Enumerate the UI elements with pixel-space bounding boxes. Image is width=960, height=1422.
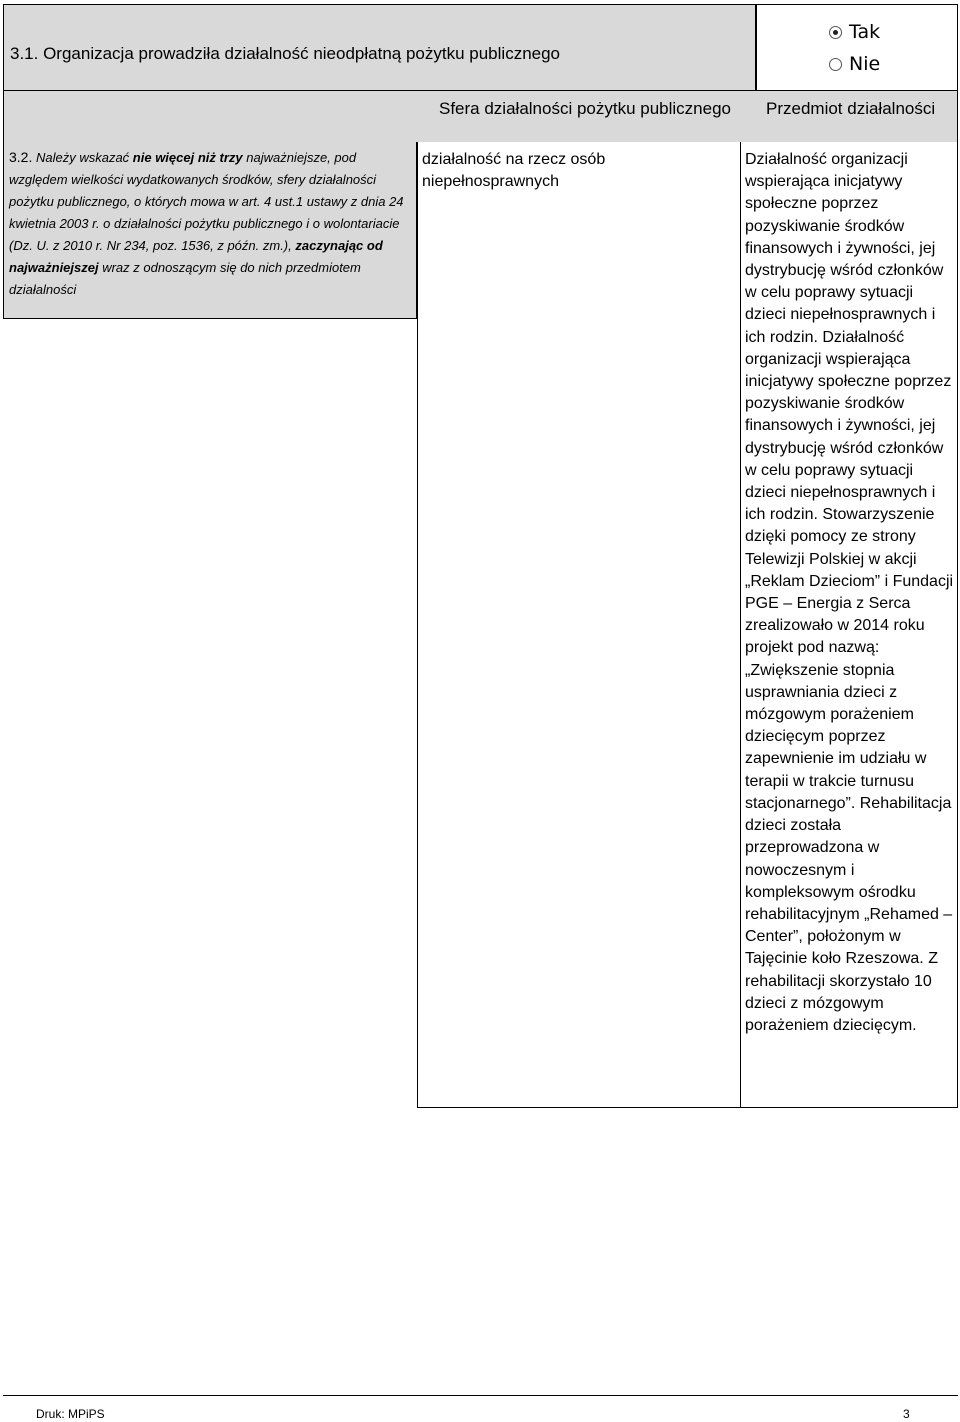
sfera-cell[interactable] <box>417 142 741 1108</box>
q32-bold-2: zaczynając od najważniejszej <box>9 238 383 275</box>
q32-bold-1: nie więcej niż trzy <box>132 150 243 165</box>
q32-number: 3.2. <box>9 149 33 165</box>
radio-option-nie[interactable] <box>829 53 880 75</box>
sfera-value: działalność na rzecz osób niepełnosprawnych <box>422 151 606 190</box>
table-header <box>3 91 958 142</box>
q32-text-3: wraz z odnoszącym się do nich przedmiotem działalności <box>9 260 361 297</box>
footer-print-label: Druk: MPiPS <box>36 1407 105 1421</box>
q32-text-1: Należy wskazać <box>35 150 133 165</box>
q31-label: 3.1. Organizacja prowadziła działalność nieodpłatną pożytku publicznego <box>10 44 561 63</box>
radio-nie-label: Nie <box>849 53 881 75</box>
przedmiot-cell[interactable] <box>741 142 958 1108</box>
footer-divider <box>3 1395 958 1396</box>
q31-radio-group <box>756 4 958 91</box>
radio-option-tak[interactable] <box>829 21 880 43</box>
q32-text-2: najważniejsze, pod względem wielkości wydatkowanych środków, sfery działalności pożytku publicznego, o których mowa w art. 4 ust.1 ustawy z dnia 24 kwietnia 2003 r. o działalności pożytku publicznego i o wolontariacie (Dz. U. z 2010 r. Nr 234, poz. 1536, z późn. zm.), <box>9 150 404 253</box>
radio-tak-icon[interactable] <box>829 26 842 39</box>
col-header-przedmiot: Przedmiot działalności <box>766 99 936 118</box>
q32-instruction <box>3 142 417 319</box>
przedmiot-value: Działalność organizacji wspierająca inicjatywy społeczne poprzez pozyskiwanie środków finansowych i żywności, jej dystrybucję wśród członków w celu poprawy sytuacji dzieci niepełnosprawnych i ich rodzin. Działalność organizacji wspierająca inicjatywy społeczne poprzez pozyskiwanie środków finansowych i żywności, jej dystrybucję wśród członków w celu poprawy sytuacji dzieci niepełnosprawnych i ich rodzin. Stowarzyszenie dzięki pomocy ze strony Telewizji Polskiej w akcji „Reklam Dzieciom” i Fundacji PGE – Energia z Serca zrealizowało w 2014 roku projekt pod nazwą: „Zwiększenie stopnia usprawniania dzieci z mózgowym porażeniem dziecięcym poprzez zapewnienie im udziału w terapii w trakcie turnusu stacjonarnego”. Rehabilitacja dzieci została przeprowadzona w nowoczesnym i kompleksowym ośrodku rehabilitacyjnym „Rehamed – Center”, położonym w Tajęcinie koło Rzeszowa. Z rehabilitacji skorzystało 10 dzieci z mózgowym porażeniem dziecięcym. <box>745 151 954 1034</box>
page-number: 3 <box>903 1407 910 1421</box>
col-header-sfera: Sfera działalności pożytku publicznego <box>439 99 732 118</box>
radio-tak-label: Tak <box>849 21 881 43</box>
radio-nie-icon[interactable] <box>829 58 842 71</box>
q31-label-cell <box>3 4 756 91</box>
